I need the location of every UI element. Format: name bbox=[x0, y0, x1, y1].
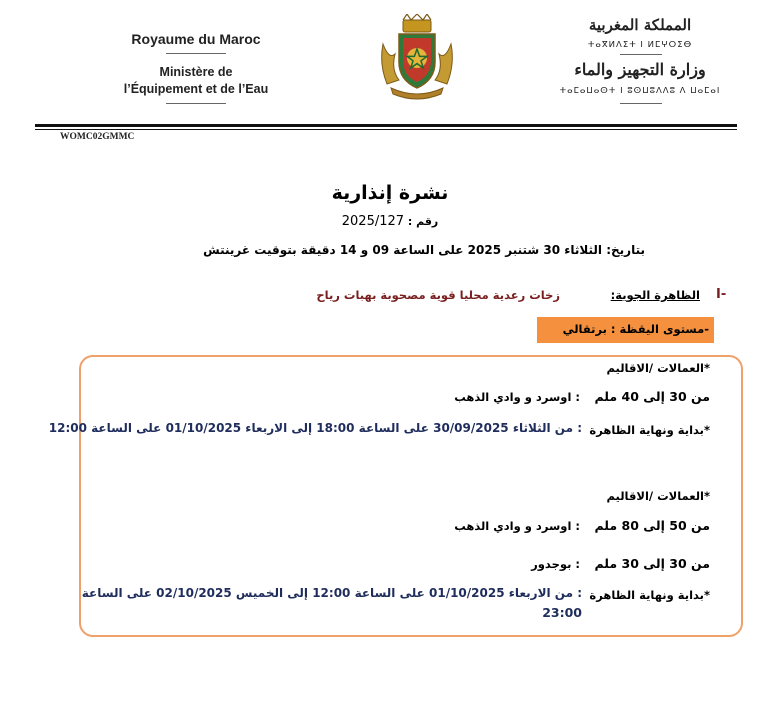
bulletin-date: بتاريخ: الثلاثاء 30 شتنبر 2025 على الساعة 09 و 14 دقيقة بتوقيت غرينتش bbox=[203, 243, 645, 257]
header-right-title: المملكة المغربية bbox=[588, 16, 692, 34]
header-rule-thin bbox=[35, 129, 737, 130]
coat-of-arms-emblem bbox=[373, 14, 461, 100]
section-index: I- bbox=[716, 287, 727, 302]
group1-period-label: *بداية ونهاية الظاهرة bbox=[589, 423, 710, 437]
header-left-ministry-line2: l’Équipement et de l’Eau bbox=[123, 82, 269, 96]
bulletin-number-label: رقم : bbox=[407, 215, 439, 228]
group1-row1-label: من 30 إلى 40 ملم bbox=[594, 389, 710, 404]
group2-period-label: *بداية ونهاية الظاهرة bbox=[589, 588, 710, 602]
header-right-title-tifinagh: ⵜⴰⴳⵍⴷⵉⵜ ⵏ ⵍⵎⵖⵔⵉⴱ bbox=[587, 40, 693, 50]
header-right-ministry: وزارة التجهيز والماء bbox=[574, 60, 706, 79]
phenomenon-value: زخات رعدية محليا قوية مصحوبة بهبات رياح bbox=[316, 288, 560, 302]
group1-heading: *العمالات /الاقاليم bbox=[606, 361, 710, 375]
group2-period-line1: : من الاربعاء 01/10/2025 على الساعة 12:00 إلى الخميس 02/10/2025 على الساعة bbox=[81, 586, 582, 600]
vigilance-text: -مستوى اليقظة : برتقالي bbox=[562, 322, 709, 336]
group2-heading: *العمالات /الاقاليم bbox=[606, 489, 710, 503]
group2-period-line2: 23:00 bbox=[542, 605, 582, 620]
group2-row1-label: من 50 إلى 80 ملم bbox=[594, 518, 710, 533]
header-right-divider-2 bbox=[620, 103, 662, 104]
bulletin-number-value: 2025/127 bbox=[341, 214, 405, 229]
group2-row2-label: من 30 إلى 30 ملم bbox=[594, 556, 710, 571]
group1-row1-value: : اوسرد و وادي الذهب bbox=[454, 390, 580, 404]
header-left-divider-2 bbox=[166, 103, 226, 104]
header-left-title: Royaume du Maroc bbox=[131, 31, 261, 47]
document-code: WOMC02GMMC bbox=[60, 132, 135, 142]
bulletin-number bbox=[300, 210, 480, 229]
phenomenon-label: الظاهرة الجوية: bbox=[610, 288, 700, 302]
group2-row1-value: : اوسرد و وادي الذهب bbox=[454, 519, 580, 533]
header-left-ministry-line1: Ministère de bbox=[159, 65, 233, 79]
header-right-divider bbox=[620, 54, 662, 55]
header-left-divider bbox=[166, 53, 226, 54]
bulletin-title: نشرة إنذارية bbox=[331, 182, 449, 204]
header-rule-thick bbox=[35, 124, 737, 127]
header-right-ministry-tifinagh: ⵜⴰⵎⴰⵡⴰⵙⵜ ⵏ ⵓⵙⵡⵓⴷⴷⵓ ⴷ ⵡⴰⵎⴰⵏ bbox=[559, 86, 721, 96]
group1-period-line1: : من الثلاثاء 30/09/2025 على الساعة 18:00 إلى الاربعاء 01/10/2025 على الساعة 12:00 bbox=[48, 421, 582, 435]
group2-row2-value: : بوجدور bbox=[531, 557, 580, 571]
